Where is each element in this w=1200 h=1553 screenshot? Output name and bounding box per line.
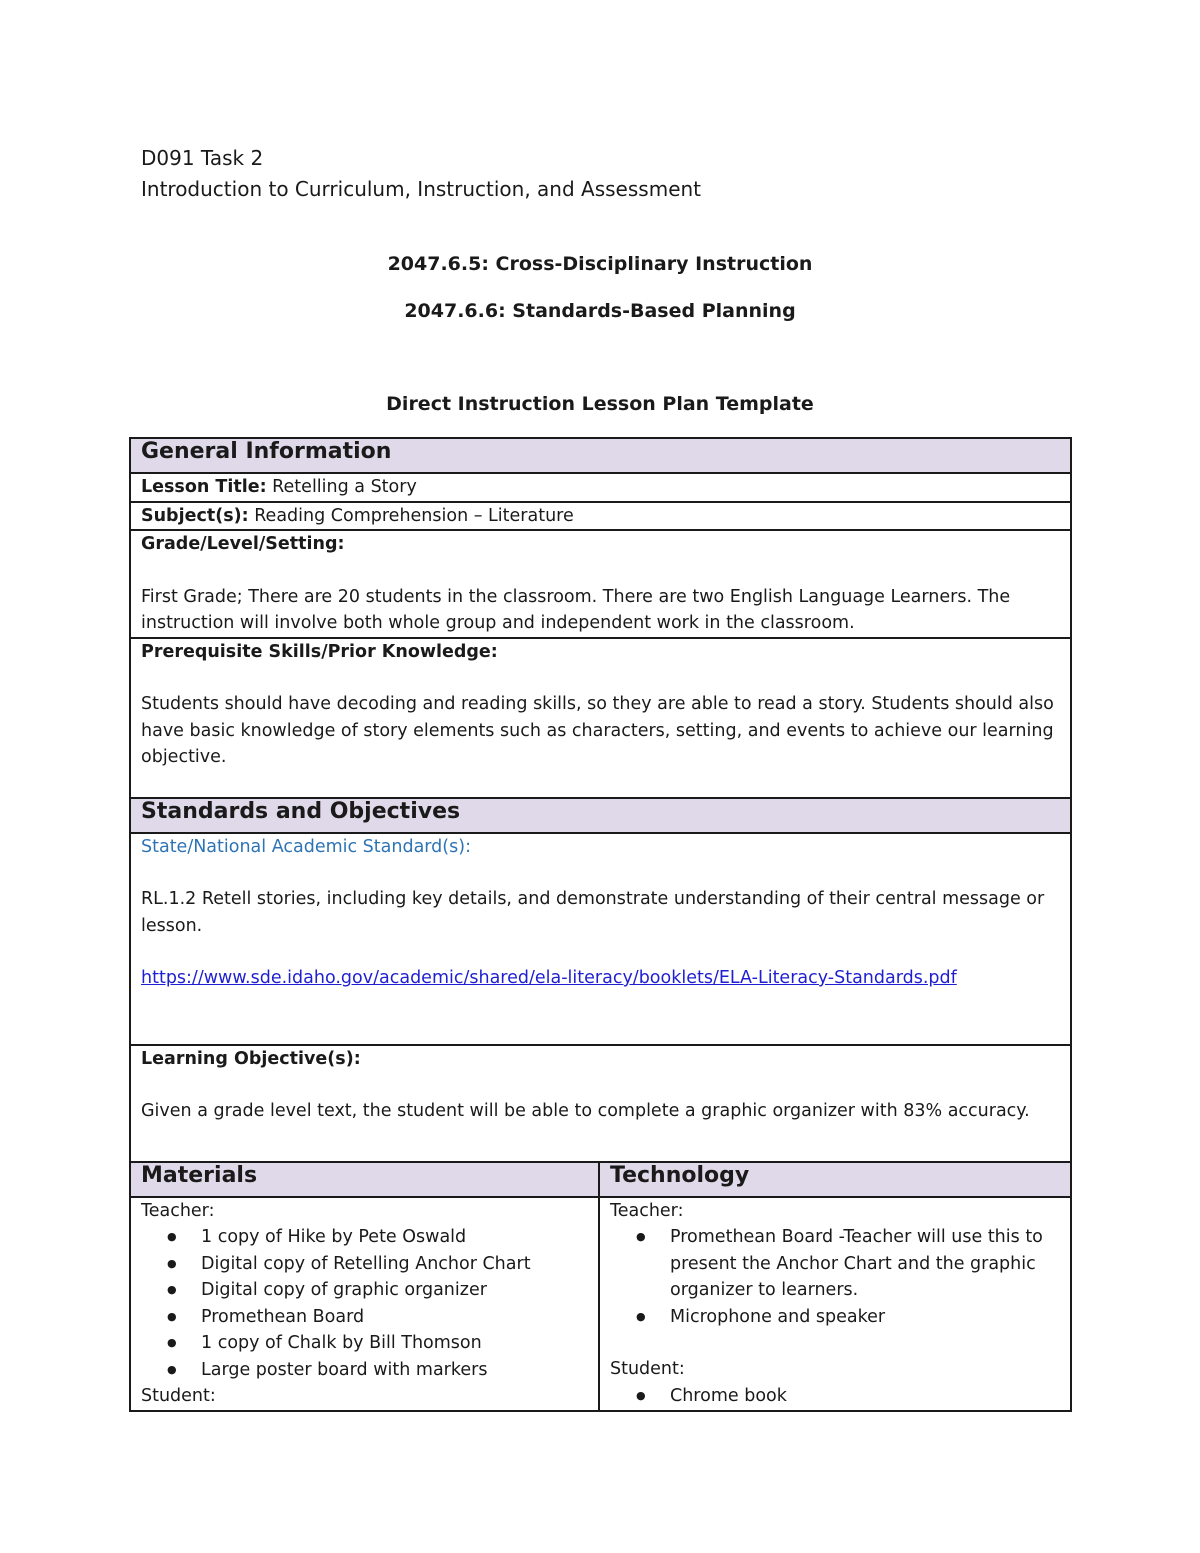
learning-objective-text: Given a grade level text, the student will be able to complete a graphic organizer with 83% accuracy. bbox=[141, 1101, 1030, 1121]
prerequisite-text: Students should have decoding and reading skills, so they are able to read a story. Students should also have basic knowledge of story elements such as characters, setting, and events to achieve our learning objective. bbox=[141, 694, 1054, 767]
list-item: ● Large poster board with markers bbox=[201, 1357, 588, 1384]
learning-objective-row bbox=[130, 1045, 1071, 1162]
list-item: ● Promethean Board bbox=[201, 1304, 588, 1331]
list-item: ● 1 copy of Hike by Pete Oswald bbox=[201, 1224, 588, 1251]
prerequisite-row bbox=[130, 638, 1071, 798]
lesson-title-row bbox=[130, 473, 1071, 502]
lesson-title-label: Lesson Title: bbox=[141, 477, 267, 497]
technology-teacher-label: Teacher: bbox=[610, 1200, 684, 1221]
document-header bbox=[141, 143, 701, 205]
technology-cell bbox=[599, 1197, 1071, 1411]
list-item: ● Microphone and speaker bbox=[670, 1304, 1060, 1331]
materials-teacher-label: Teacher: bbox=[141, 1200, 215, 1221]
grade-level-row bbox=[130, 530, 1071, 638]
general-information-header-row bbox=[130, 438, 1071, 473]
standards-link[interactable]: https://www.sde.idaho.gov/academic/shared/ela-literacy/booklets/ELA-Literacy-Standards.pdf bbox=[141, 968, 957, 988]
prerequisite-label: Prerequisite Skills/Prior Knowledge: bbox=[141, 641, 498, 662]
list-item: ● Promethean Board -Teacher will use this to present the Anchor Chart and the graphic organizer to learners. bbox=[670, 1224, 1060, 1304]
standard-text: RL.1.2 Retell stories, including key details, and demonstrate understanding of their central message or lesson. bbox=[141, 889, 1045, 936]
general-information-heading: General Information bbox=[130, 438, 1071, 473]
list-item: ● Digital copy of graphic organizer bbox=[201, 1277, 588, 1304]
standards-header-row bbox=[130, 798, 1071, 833]
technology-student-list bbox=[610, 1383, 1060, 1410]
competency-2: 2047.6.6: Standards-Based Planning bbox=[404, 300, 796, 322]
academic-standards-label: State/National Academic Standard(s): bbox=[141, 836, 471, 857]
list-item: ● 1 copy of Chalk by Bill Thomson bbox=[201, 1330, 588, 1357]
grade-level-label: Grade/Level/Setting: bbox=[141, 534, 345, 554]
list-item: ● Digital copy of Retelling Anchor Chart bbox=[201, 1251, 588, 1278]
competency-1: 2047.6.5: Cross-Disciplinary Instruction bbox=[387, 253, 813, 275]
subjects-row bbox=[130, 502, 1071, 531]
materials-technology-header-row bbox=[130, 1162, 1071, 1197]
lesson-title-value: Retelling a Story bbox=[272, 477, 417, 497]
course-title: Introduction to Curriculum, Instruction, and Assessment bbox=[141, 177, 702, 201]
materials-cell bbox=[130, 1197, 599, 1411]
lesson-plan-table bbox=[129, 437, 1072, 1412]
template-title: Direct Instruction Lesson Plan Template bbox=[386, 393, 814, 415]
subjects-value: Reading Comprehension – Literature bbox=[254, 505, 574, 526]
academic-standards-row bbox=[130, 833, 1071, 1045]
materials-student-label: Student: bbox=[141, 1386, 216, 1406]
materials-heading: Materials bbox=[130, 1162, 599, 1197]
task-label: D091 Task 2 bbox=[141, 146, 264, 170]
grade-level-text: First Grade; There are 20 students in the classroom. There are two English Language Learners. The instruction will involve both whole group and independent work in the classroom. bbox=[141, 586, 1011, 633]
learning-objective-label: Learning Objective(s): bbox=[141, 1048, 361, 1069]
materials-teacher-list bbox=[141, 1224, 588, 1383]
standards-heading: Standards and Objectives bbox=[130, 798, 1071, 833]
subjects-label: Subject(s): bbox=[141, 505, 249, 526]
technology-teacher-list bbox=[610, 1224, 1060, 1330]
technology-heading: Technology bbox=[599, 1162, 1071, 1197]
technology-student-label: Student: bbox=[610, 1359, 685, 1379]
list-item: ● Chrome book bbox=[670, 1383, 1060, 1410]
materials-technology-row bbox=[130, 1197, 1071, 1411]
